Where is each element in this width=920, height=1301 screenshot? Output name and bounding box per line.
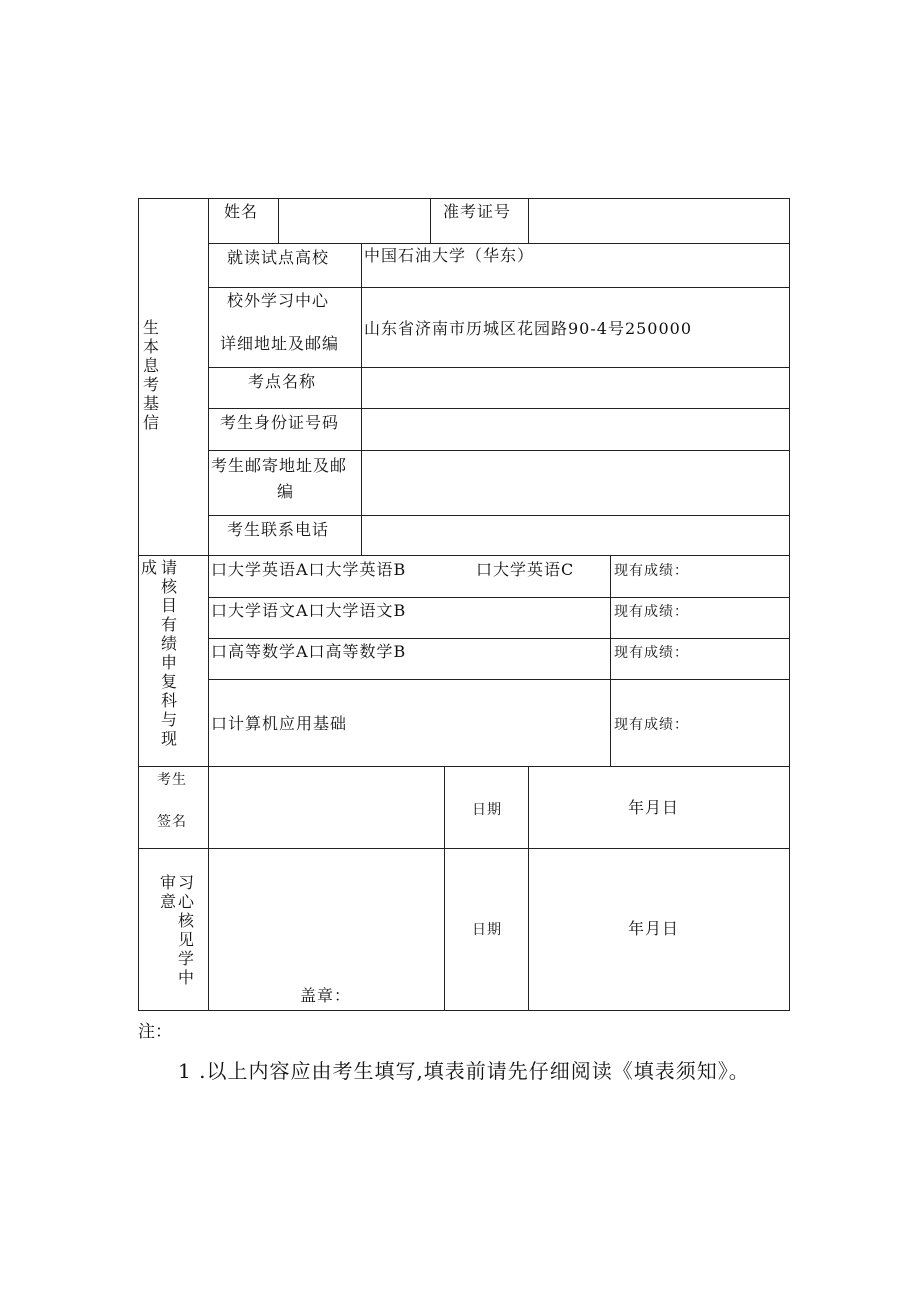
computer-option[interactable]: 口计算机应用基础 [211,714,348,733]
row-divider [208,638,790,639]
english-c-option[interactable]: 口大学英语C [476,560,575,579]
chinese-options[interactable]: 口大学语文A口大学语文B [211,601,407,620]
row-divider [208,287,790,288]
current-score-label: 现有成绩： [614,717,689,733]
current-score-label: 现有成绩： [614,604,689,620]
signature-date-value: 年月日 [628,798,680,817]
school-label: 就读试点高校 [227,248,330,267]
signature-label-cont: 签名 [157,814,187,830]
score-column-divider [610,555,611,767]
label-column-divider [208,198,209,1011]
math-options[interactable]: 口高等数学A口高等数学B [211,642,407,661]
english-options[interactable]: 口大学英语A口大学英语B [211,560,407,579]
exam-id-field[interactable] [529,199,788,243]
current-score-label: 现有成绩： [614,645,689,661]
id-card-field[interactable] [362,409,788,450]
mail-address-label: 考生邮寄地址及邮 [211,456,348,475]
id-card-label: 考生身份证号码 [220,413,340,432]
study-center-address-value: 山东省济南市历城区花园路90-4号250000 [364,319,693,338]
table-border-left [138,198,139,1011]
application-form-table [138,198,790,1011]
current-score-label: 现有成绩： [614,563,689,579]
school-value: 中国石油大学（华东） [364,246,535,265]
section-label-review-b: 习心核见学中 [177,873,194,987]
signature-label: 考生 [157,772,187,788]
row-divider [208,243,790,244]
study-center-label: 校外学习中心 [227,291,330,310]
section-label-review-a: 审意 [159,873,176,911]
name-field[interactable] [279,199,429,243]
section-label-score-review-a: 成 [141,558,159,577]
notes-item-1: 1 .以上内容应由考生填写,填表前请先仔细阅读《填表须知》。 [178,1059,750,1083]
date-divider [528,766,529,1011]
exam-id-label: 准考证号 [443,202,512,221]
review-date-value: 年月日 [628,919,680,938]
row-divider [208,679,790,680]
name-cell-divider [430,198,431,244]
section-divider [138,848,790,849]
stamp-label: 盖章： [300,986,352,1005]
signature-field[interactable] [209,767,444,848]
mail-address-label-cont: 编 [277,482,295,501]
section-label-score-review-b: 请核目有绩申复科与现 [160,558,177,748]
study-center-address-label: 详细地址及邮编 [220,334,340,353]
review-date-label: 日期 [472,922,502,938]
section-label-basic-info: 生本息考基信 [142,318,159,432]
exam-site-field[interactable] [362,368,788,408]
mail-address-field[interactable] [362,451,788,515]
exam-site-label: 考点名称 [248,372,317,391]
name-label: 姓名 [224,202,259,221]
row-divider [208,597,790,598]
signature-date-label: 日期 [472,802,502,818]
phone-label: 考生联系电话 [227,520,330,539]
section-divider [138,555,790,556]
table-border-right [789,198,790,1011]
signature-divider [444,766,445,1011]
table-border-bottom [138,1010,790,1011]
notes-title: 注： [138,1022,172,1042]
phone-field[interactable] [362,516,788,555]
